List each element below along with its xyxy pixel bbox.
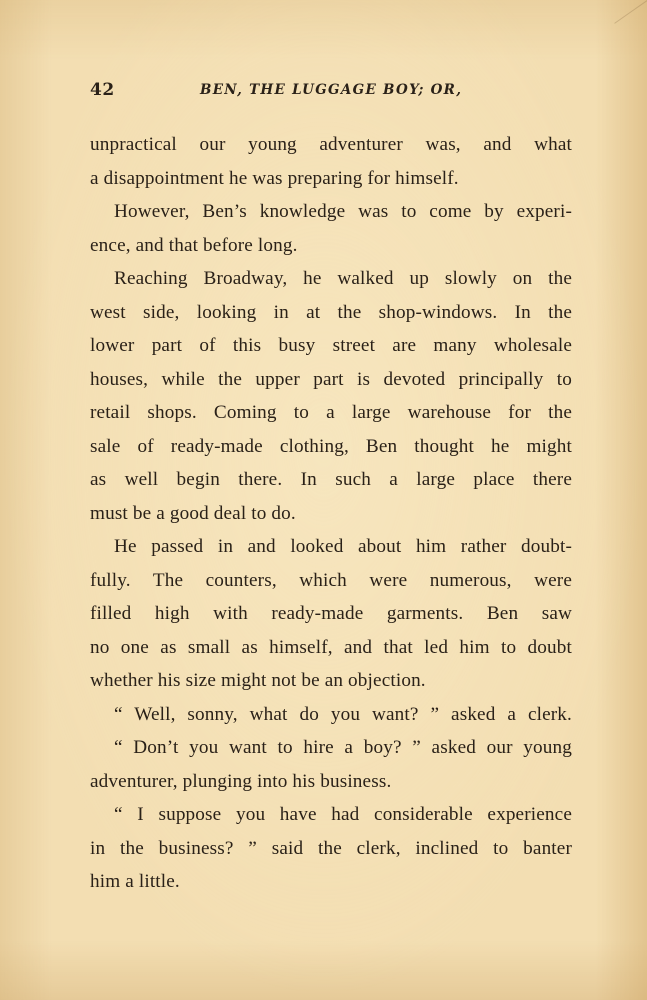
text-line: retail shops. Coming to a large warehouse for the [90,402,572,423]
text-line: unpractical our young adventurer was, and what [90,134,572,155]
text-line: must be a good deal to do. [90,502,296,524]
page-number: 42 [90,80,115,100]
text-line: west side, looking in at the shop-windows. In the [90,301,572,323]
running-head [90,80,572,104]
text-line: no one as small as himself, and that led him to doubt [90,636,572,658]
text-line: However, Ben’s knowledge was to come by experi- [114,201,572,222]
text-line: “ Don’t you want to hire a boy? ” asked our young [114,737,572,758]
running-head-title: BEN, THE LUGGAGE BOY; OR, [200,82,463,98]
text-line: sale of ready-made clothing, Ben thought he might [90,435,572,457]
text-line: a disappointment he was preparing for himself. [90,167,459,189]
text-line: in the business? ” said the clerk, inclined to banter [90,837,572,859]
text-line: as well begin there. In such a large place there [90,469,572,490]
text-line: whether his size might not be an objection. [90,670,426,691]
body-text [90,128,572,899]
text-line: him a little. [90,871,180,892]
text-line: “ I suppose you have had considerable experience [114,804,572,825]
text-line: “ Well, sonny, what do you want? ” asked a clerk. [114,703,572,725]
text-line: ence, and that before long. [90,234,298,256]
text-line: houses, while the upper part is devoted principally to [90,368,572,390]
text-line: adventurer, plunging into his business. [90,770,392,792]
page-corner-crease [614,0,647,45]
text-line: Reaching Broadway, he walked up slowly on the [114,268,572,289]
text-line: fully. The counters, which were numerous, were [90,569,572,591]
text-line: lower part of this busy street are many wholesale [90,335,572,356]
text-line: He passed in and looked about him rather doubt- [114,536,572,557]
text-line: filled high with ready-made garments. Ben saw [90,603,572,624]
